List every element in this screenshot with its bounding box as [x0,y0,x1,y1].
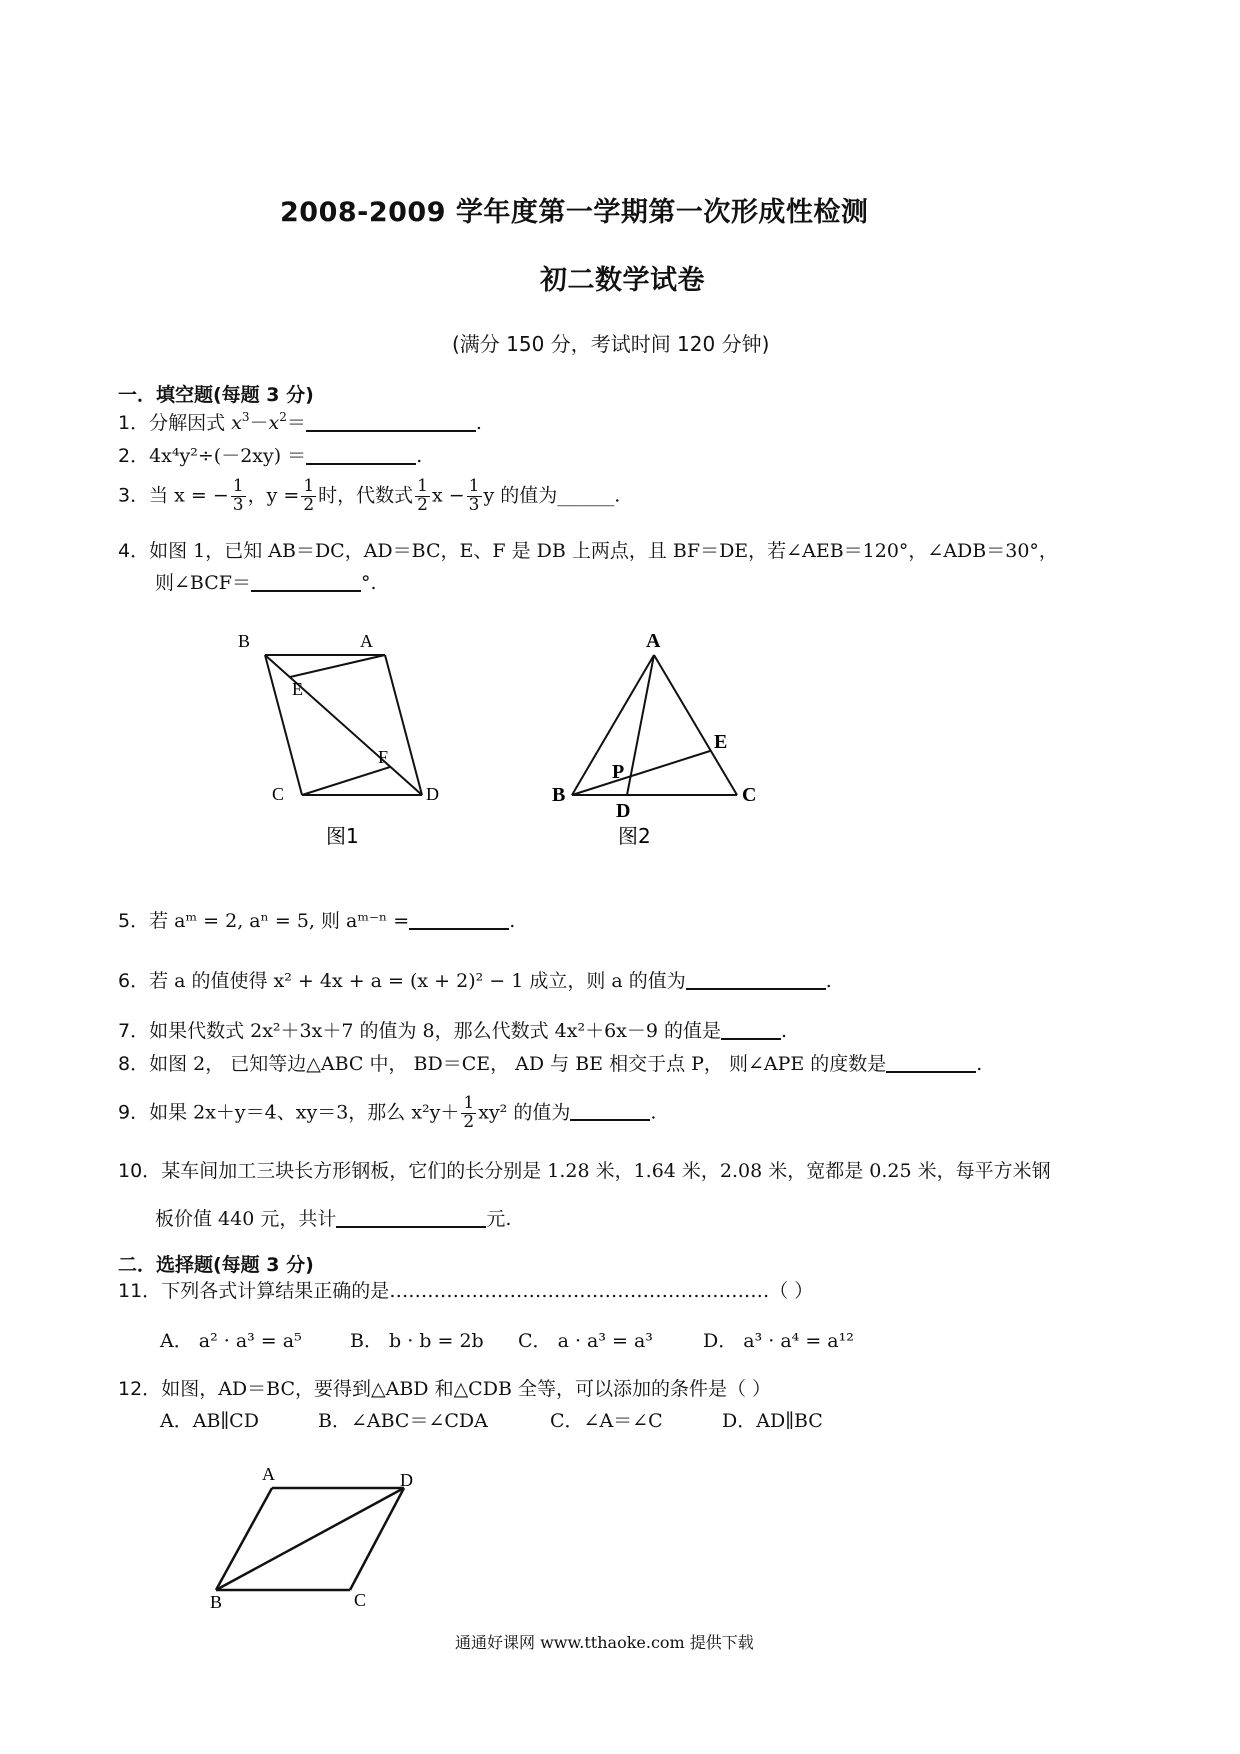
question-10-line-2 [155,1208,511,1231]
question-1 [118,410,482,435]
question-text: 时，代数式 [318,484,414,507]
question-number: 4． [118,540,150,562]
question-number: 2． [118,445,150,467]
answer-blank[interactable] [686,970,826,990]
question-text: 则∠BCF＝ [155,572,251,594]
question-4-line-2 [155,572,377,595]
question-text: 如图，AD＝BC，要得到△ABD 和△CDB 全等，可以添加的条件是（ ） [161,1378,771,1400]
question-number: 1． [118,412,150,434]
answer-blank[interactable] [306,412,476,432]
question-number: 11． [118,1280,162,1302]
question-number: 9． [118,1101,150,1124]
answer-blank[interactable] [336,1208,486,1228]
question-5 [118,910,515,933]
label-a: A [360,631,373,651]
question-text: 如图 1，已知 AB＝DC，AD＝BC，E、F 是 DB 上两点，且 BF＝DE，若∠AEB＝120°，∠ADB＝30°， [149,540,1058,562]
label-f: F [378,747,389,767]
exam-title: 2008-2009 学年度第一学期第一次形成性检测 [280,197,869,228]
variable: x [268,412,280,434]
label-c: C [742,784,757,806]
answer-blank[interactable] [570,1101,650,1121]
question-text: 4x⁴y²÷(－2xy) ＝ [149,445,307,467]
question-12-option-a[interactable]: A．AB∥CD [160,1410,259,1432]
answer-blank[interactable] [886,1053,976,1073]
label-b: B [552,784,566,806]
section-multiple-choice: 二．选择题(每题 3 分) [118,1254,314,1276]
question-text: 板价值 440 元，共计 [155,1208,337,1230]
section-fill-in: 一．填空题(每题 3 分) [118,384,314,406]
question-end: . [781,1020,788,1042]
variable: x [231,412,242,434]
question-12 [118,1378,771,1401]
question-text: 如图 2， 已知等边△ABC 中， BD＝CE， AD 与 BE 相交于点 P， 则∠APE 的度数是 [149,1053,887,1075]
exponent: 3 [241,410,250,424]
fraction: $\frac{1}{2}$ [463,1093,475,1132]
question-number: 3． [118,484,150,507]
question-end: . [825,970,832,992]
label-b: B [238,631,251,651]
question-number: 12． [118,1378,162,1400]
label-b: B [210,1592,223,1610]
fraction: $\frac{1}{2}$ [417,476,428,515]
question-end: . [509,910,516,932]
answer-blank[interactable] [251,572,361,592]
question-11-option-d[interactable]: D． a³ · a⁴ = a¹² [703,1330,854,1352]
label-a: A [646,630,661,652]
label-d: D [400,1470,413,1490]
question-text: xy² 的值为 [478,1101,571,1124]
label-a: A [262,1464,275,1484]
question-end: °. [360,572,377,594]
question-end: . [416,445,423,467]
question-11-option-b[interactable]: B． b · b = 2b [350,1330,484,1352]
question-11 [118,1280,813,1303]
question-9 [118,1095,656,1132]
question-7 [118,1020,787,1043]
question-12-option-d[interactable]: D．AD∥BC [722,1410,823,1432]
exam-meta: (满分 150 分，考试时间 120 分钟) [452,332,770,356]
answer-blank[interactable] [306,445,416,465]
question-number: 7． [118,1020,150,1042]
question-6 [118,970,832,993]
question-10 [118,1160,1051,1183]
question-text: 如果 2x＋y＝4、xy＝3，那么 x²y＋ [149,1101,460,1124]
question-text: 若 a 的值使得 x² + 4x + a = (x + 2)² − 1 成立，则 a 的值为 [149,970,686,992]
fraction: $\frac{1}{3}$ [232,476,244,515]
question-number: 6． [118,970,150,992]
question-2 [118,445,422,468]
question-text: x − [431,484,465,507]
question-8 [118,1053,982,1076]
question-end: 元. [486,1208,512,1230]
figure-1 [230,625,460,850]
figure-3 [200,1460,440,1610]
question-number: 8． [118,1053,150,1075]
answer-blank[interactable] [721,1020,781,1040]
question-3 [118,478,620,515]
question-end: . [475,412,482,434]
question-text: 下列各式计算结果正确的是……………………………………………………（ ） [161,1280,814,1302]
exponent: 2 [279,410,287,424]
answer-blank[interactable] [409,910,509,930]
label-d: D [426,784,439,804]
operator: － [249,412,269,434]
question-11-option-a[interactable]: A． a² · a³ = a⁵ [160,1330,302,1352]
question-text: 当 x = − [149,484,229,507]
question-text: 分解因式 [149,412,232,434]
label-d: D [616,800,631,822]
label-c: C [354,1590,367,1610]
figure-2-caption: 图2 [618,824,651,848]
question-end: . [650,1101,657,1124]
question-12-option-c[interactable]: C．∠A＝∠C [550,1410,663,1432]
fraction: $\frac{1}{3}$ [468,476,480,515]
question-text: 若 aᵐ = 2, aⁿ = 5, 则 aᵐ⁻ⁿ = [149,910,410,932]
question-text: 某车间加工三块长方形钢板，它们的长分别是 1.28 米，1.64 米，2.08 米，宽都是 0.25 米，每平方米钢 [161,1160,1051,1182]
question-4 [118,540,1058,563]
question-text: y 的值为______. [483,484,621,507]
question-text: 如果代数式 2x²＋3x＋7 的值为 8，那么代数式 4x²＋6x－9 的值是 [149,1020,722,1042]
fraction: $\frac{1}{2}$ [303,476,315,515]
page-footer: 通通好课网 www.tthaoke.com 提供下载 [455,1633,754,1652]
figure-1-caption: 图1 [326,824,359,848]
label-e: E [292,679,303,699]
label-c: C [272,784,285,804]
label-e: E [714,731,728,753]
question-end: . [976,1053,983,1075]
label-p: P [612,761,625,783]
question-11-option-c[interactable]: C． a · a³ = a³ [518,1330,653,1352]
figure-2 [550,625,780,850]
operator: ＝ [286,412,306,434]
question-12-option-b[interactable]: B．∠ABC＝∠CDA [318,1410,488,1432]
exam-subject: 初二数学试卷 [540,265,705,296]
question-text: ，y = [247,484,300,507]
question-number: 10． [118,1160,162,1182]
question-number: 5． [118,910,150,932]
